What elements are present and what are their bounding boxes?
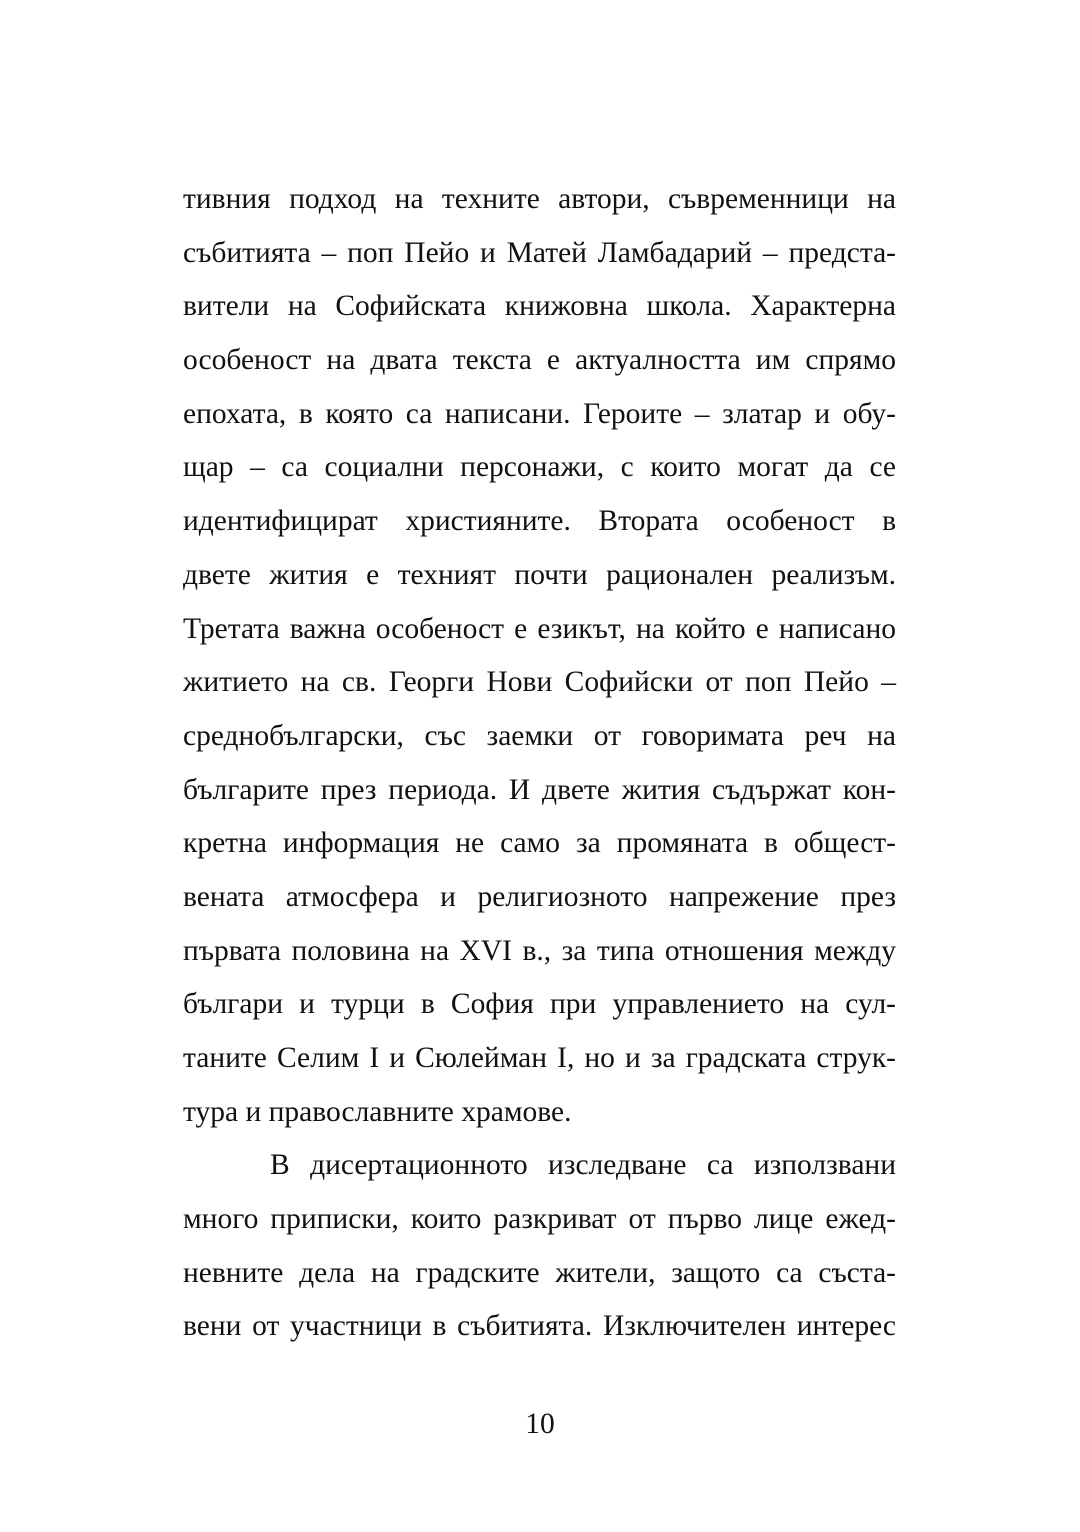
paragraph-1: [183, 173, 896, 1139]
text-line: първата половина на XVI в., за типа отношения между: [183, 934, 896, 967]
text-line: вители на Софийската книжовна школа. Характерна: [183, 290, 896, 323]
text-line: българи и турци в София при управлението на сул-: [183, 988, 896, 1021]
text-line: епохата, в която са написани. Героите – златар и обу-: [183, 397, 896, 430]
text-line: Третата важна особеност е езикът, на който е написано: [183, 612, 896, 645]
text-line: вената атмосфера и религиозното напрежение през: [183, 880, 896, 913]
text-line: двете жития е техният почти рационален реализъм.: [183, 558, 896, 591]
text-line: невните дела на градските жители, защото са съста-: [183, 1256, 896, 1289]
page-number: 10: [525, 1408, 555, 1440]
text-line: житието на св. Георги Нови Софийски от поп Пейо –: [183, 666, 896, 699]
text-line: таните Селим I и Сюлейман I, но и за градската струк-: [183, 1042, 896, 1074]
text-line: вени от участници в събитията. Изключителен интерес: [183, 1310, 896, 1343]
text-line: В дисертационното изследване са използвани: [270, 1149, 896, 1182]
paragraph-2: [183, 1139, 896, 1354]
text-line: кретна информация не само за промяната в общест-: [183, 827, 896, 860]
text-line: събитията – поп Пейо и Матей Ламбадарий – предста-: [183, 236, 896, 269]
text-line: много приписки, които разкриват от първо лице ежед-: [183, 1203, 896, 1236]
text-line: тура и православните храмове.: [183, 1095, 572, 1128]
body-text: [183, 173, 896, 1354]
text-line: особеност на двата текста е актуалността им спрямо: [183, 344, 896, 377]
text-line: българите през периода. И двете жития съдържат кон-: [183, 773, 896, 806]
text-line: среднобългарски, със заемки от говоримата реч на: [183, 719, 896, 752]
text-line: тивния подход на техните автори, съвременници на: [183, 183, 896, 215]
text-line: щар – са социални персонажи, с които могат да се: [183, 451, 896, 484]
text-line: идентифицират християните. Втората особеност в: [183, 505, 896, 538]
